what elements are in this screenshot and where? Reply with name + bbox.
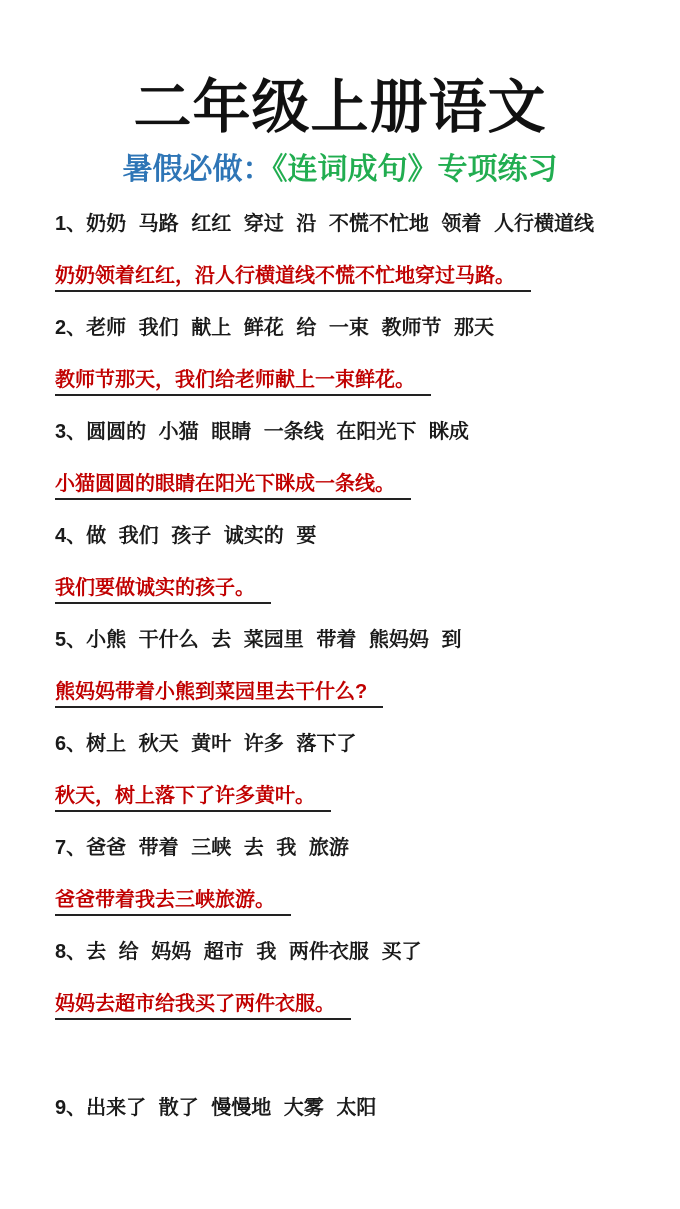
subtitle-prefix: 暑假必做： bbox=[122, 153, 273, 186]
answer-line bbox=[55, 458, 650, 510]
exercise-list bbox=[0, 198, 680, 1134]
exercise-1 bbox=[55, 198, 650, 302]
answer-text: 教师节那天，我们给老师献上一束鲜花。 bbox=[55, 369, 431, 396]
answer-line bbox=[55, 770, 650, 822]
question-line: 7、爸爸 带着 三峡 去 我 旅游 bbox=[55, 837, 349, 859]
answer-line bbox=[55, 666, 650, 718]
subtitle-highlight: 《连词成句》专项练习 bbox=[272, 153, 558, 186]
question-line: 8、去 给 妈妈 超市 我 两件衣服 买了 bbox=[55, 941, 422, 963]
answer-line bbox=[55, 562, 650, 614]
answer-text: 小猫圆圆的眼睛在阳光下眯成一条线。 bbox=[55, 473, 411, 500]
answer-text: 熊妈妈带着小熊到菜园里去干什么? bbox=[55, 681, 383, 708]
question-line: 2、老师 我们 献上 鲜花 给 一束 教师节 那天 bbox=[55, 317, 495, 339]
answer-text: 秋天，树上落下了许多黄叶。 bbox=[55, 785, 331, 812]
question-line: 1、奶奶 马路 红红 穿过 沿 不慌不忙地 领着 人行横道线 bbox=[55, 213, 595, 235]
page-title: 二年级上册语文 bbox=[133, 75, 547, 140]
answer-text: 妈妈去超市给我买了两件衣服。 bbox=[55, 993, 351, 1020]
answer-text: 奶奶领着红红，沿人行横道线不慌不忙地穿过马路。 bbox=[55, 265, 531, 292]
question-line: 4、做 我们 孩子 诚实的 要 bbox=[55, 525, 317, 547]
exercise-2 bbox=[55, 302, 650, 406]
exercise-3 bbox=[55, 406, 650, 510]
exercise-4 bbox=[55, 510, 650, 614]
answer-line bbox=[55, 354, 650, 406]
answer-line bbox=[55, 250, 650, 302]
page-subtitle bbox=[0, 150, 680, 190]
answer-line bbox=[55, 874, 650, 926]
exercise-6 bbox=[55, 718, 650, 822]
exercise-5 bbox=[55, 614, 650, 718]
exercise-8 bbox=[55, 926, 650, 1030]
exercise-7 bbox=[55, 822, 650, 926]
answer-text: 爸爸带着我去三峡旅游。 bbox=[55, 889, 291, 916]
answer-text: 我们要做诚实的孩子。 bbox=[55, 577, 271, 604]
question-line: 9、出来了 散了 慢慢地 大雾 太阳 bbox=[55, 1097, 377, 1119]
question-line: 6、树上 秋天 黄叶 许多 落下了 bbox=[55, 733, 357, 755]
exercise-9 bbox=[55, 1082, 650, 1134]
question-line: 5、小熊 干什么 去 菜园里 带着 熊妈妈 到 bbox=[55, 629, 462, 651]
question-line: 3、圆圆的 小猫 眼睛 一条线 在阳光下 眯成 bbox=[55, 421, 469, 443]
answer-line bbox=[55, 978, 650, 1030]
